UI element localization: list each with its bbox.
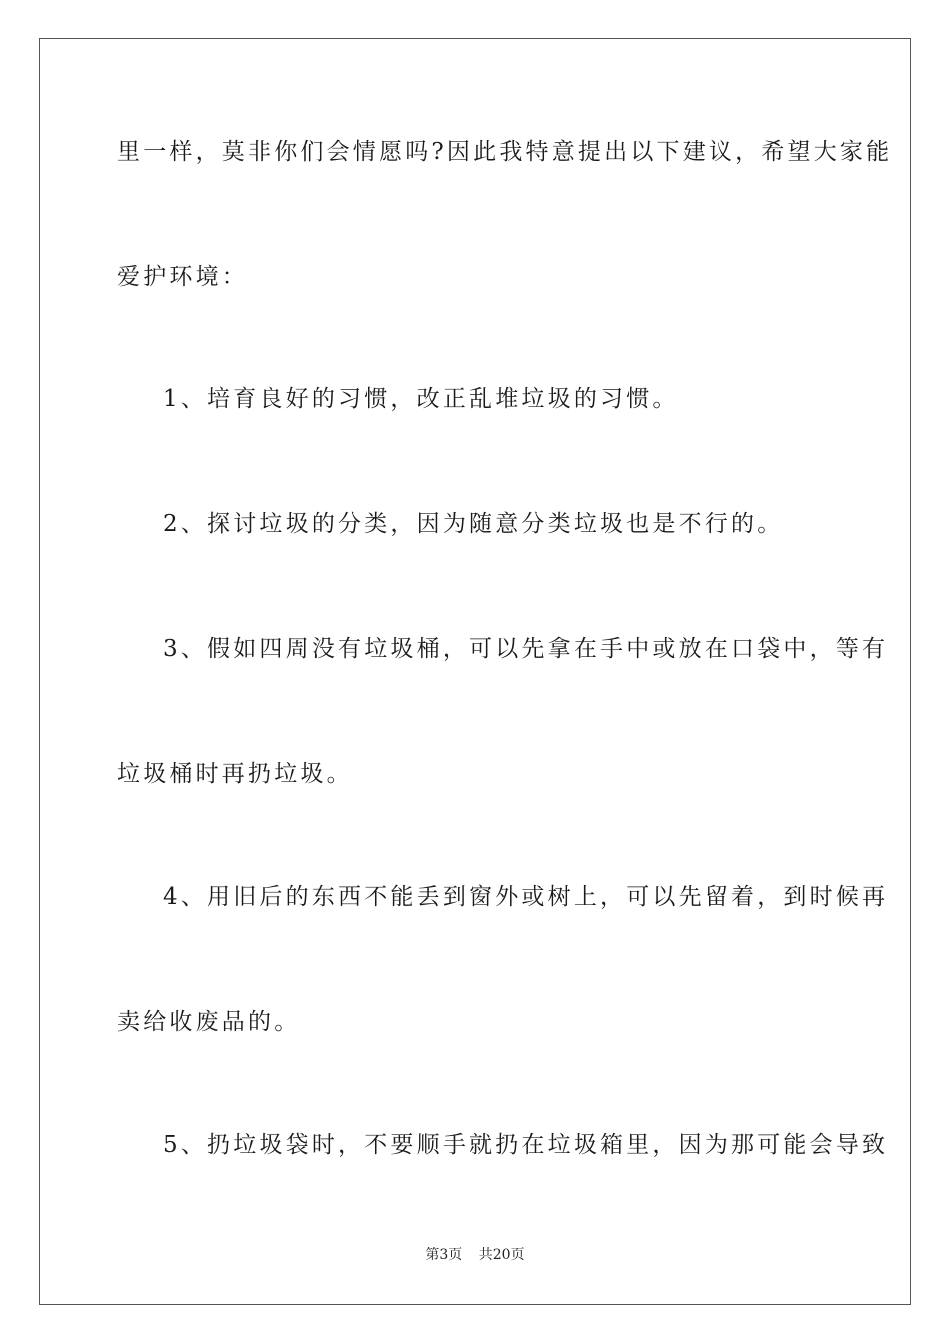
page-border <box>39 38 911 1305</box>
list-item-2: 2、探讨垃圾的分类，因为随意分类垃圾也是不行的。 <box>163 511 784 537</box>
text-line-1: 里一样，莫非你们会情愿吗?因此我特意提出以下建议，希望大家能 <box>117 139 893 165</box>
list-item-3-continued: 垃圾桶时再扔垃圾。 <box>117 761 353 787</box>
list-item-4-continued: 卖给收废品的。 <box>117 1009 301 1035</box>
list-item-3: 3、假如四周没有垃圾桶，可以先拿在手中或放在口袋中，等有 <box>163 636 889 662</box>
page-footer <box>0 1246 950 1264</box>
list-item-5: 5、扔垃圾袋时，不要顺手就扔在垃圾箱里，因为那可能会导致 <box>163 1132 889 1158</box>
current-page-number: 第3页 <box>425 1247 463 1263</box>
list-item-4: 4、用旧后的东西不能丢到窗外或树上，可以先留着，到时候再 <box>163 884 889 910</box>
total-page-count: 共20页 <box>478 1247 525 1263</box>
text-line-2: 爱护环境： <box>117 264 248 290</box>
list-item-1: 1、培育良好的习惯，改正乱堆垃圾的习惯。 <box>163 386 679 412</box>
